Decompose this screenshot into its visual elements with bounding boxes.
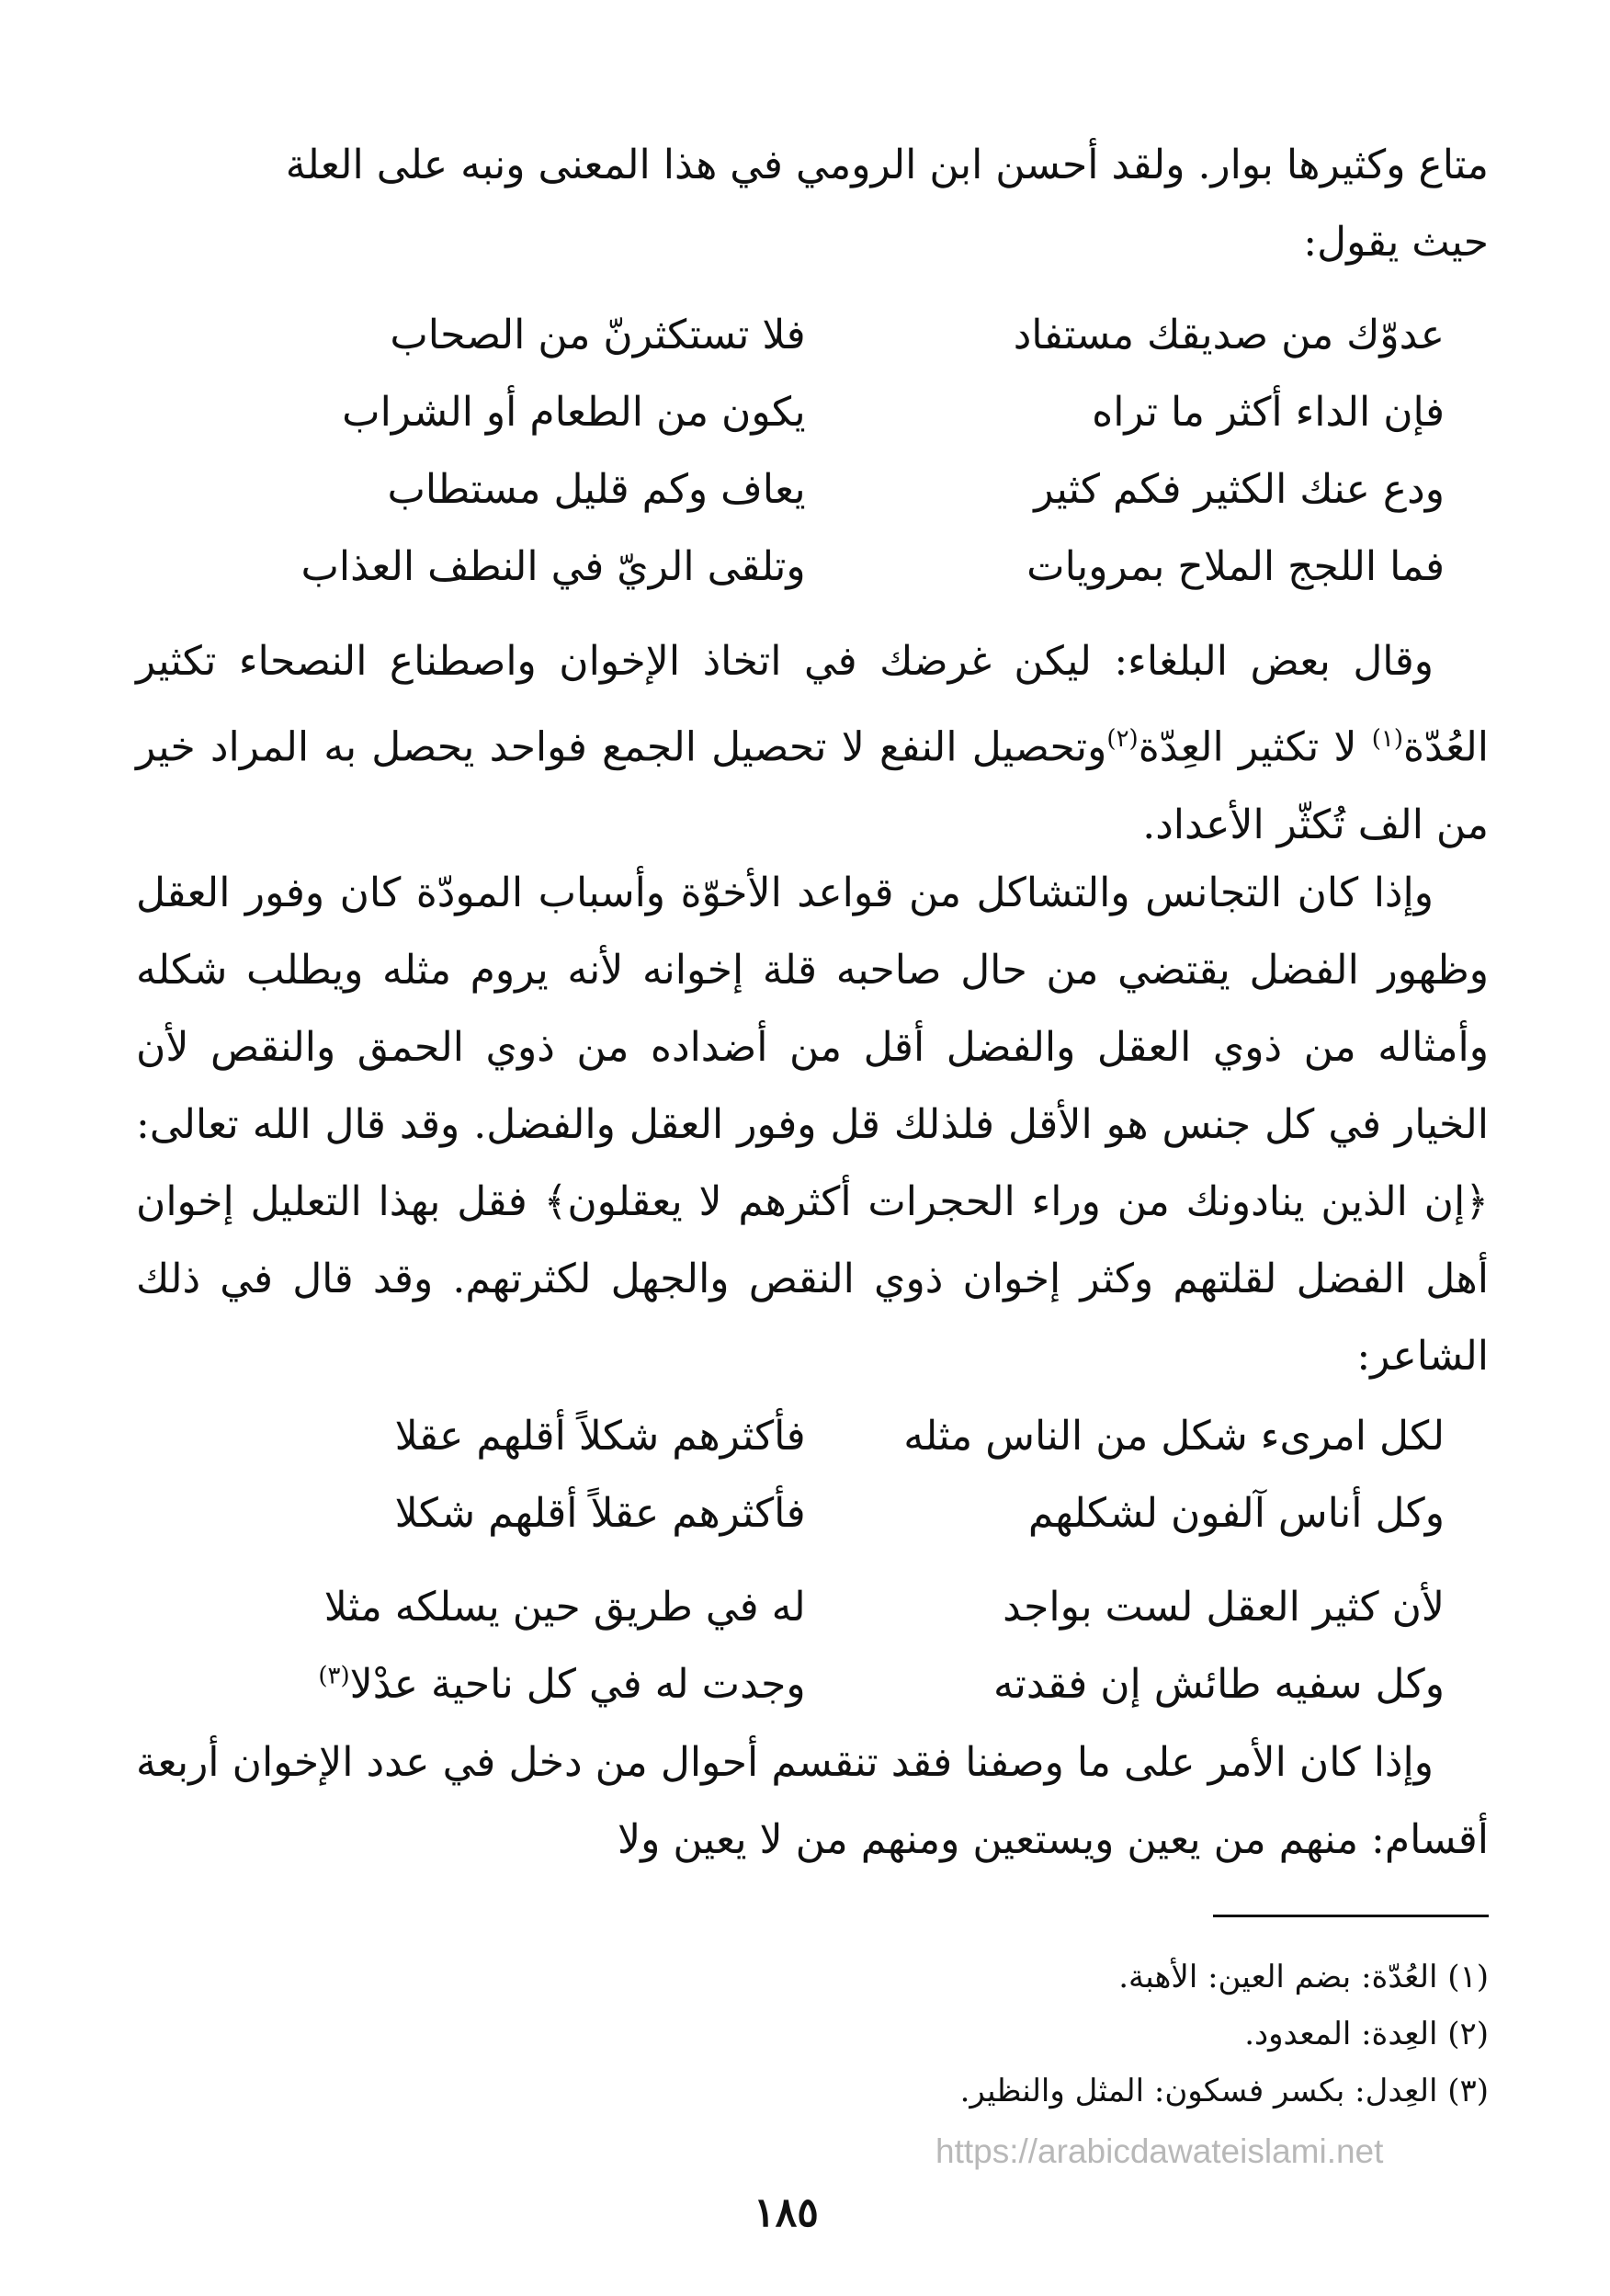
page-number: ١٨٥ (754, 2189, 819, 2236)
intro-line-1: متاع وكثيرها بوار. ولقد أحسن ابن الرومي في هذا المعنى ونبه على العلة (285, 142, 1489, 188)
poem-ibn-al-rumi (239, 296, 1445, 605)
paragraph-aqsam (136, 1724, 1489, 1879)
verse-second-half: له في طريق حين يسلكه مثلا (323, 1583, 806, 1631)
footnote-3: (٣) العِدل: بكسر فسكون: المثل والنظير. (959, 2073, 1489, 2109)
intro-paragraph (136, 127, 1489, 281)
paragraph-text: وإذا كان التجانس والتشاكل من قواعد الأخوّة وأسباب المودّة كان وفور العقل وظهور الفضل يقتضي من حال صاحبه قلة إخوانه لأنه يروم مثله ويطلب شكله وأمثاله من ذوي العقل والفضل أقل من أضداده من ذوي الحمق والنقص لأن الخيار في كل جنس هو الأقل فلذلك قل وفور العقل والفضل. وقد قال الله تعالى: ﴿إن الذين ينادونك من وراء الحجرات أكثرهم لا يعقلون﴾ فقل بهذا التعليل إخوان أهل الفضل لقلتهم وكثر إخوان ذوي النقص والجهل لكثرتهم. وقد قال في ذلك الشاعر: (136, 870, 1489, 1380)
verse-first-half: فما اللجج الملاح بمرويات (1026, 542, 1445, 590)
verse-first-half: وكل أناس آلفون لشكلهم (1027, 1489, 1445, 1537)
poem-shakl (239, 1397, 1445, 1552)
poem-verse (239, 528, 1445, 605)
footnote-ref-1: (١) (1371, 725, 1403, 753)
verse-second-half: يعاف وكم قليل مستطاب (387, 465, 806, 513)
paragraph-tajanus (136, 855, 1489, 1395)
footnotes (551, 1949, 1489, 2120)
poem-verse (239, 373, 1445, 450)
verse-second-half: وتلقى الريّ في النطف العذاب (300, 542, 806, 590)
verse-second-half: يكون من الطعام أو الشراب (342, 388, 806, 436)
verse-second-half: وجدت له في كل ناحية عدْلا$^{(٣)}$ (318, 1660, 806, 1708)
poem-verse (239, 1568, 1445, 1645)
verse-first-half: لكل امرىء شكل من الناس مثله (903, 1412, 1445, 1460)
verse-first-half: ودع عنك الكثير فكم كثير (1034, 465, 1445, 513)
verse-first-half: لأن كثير العقل لست بواجد (1003, 1583, 1445, 1631)
paragraph-text: وقال بعض البلغاء: ليكن غرضك في اتخاذ الإخوان واصطناع النصحاء تكثير العُدّة$^{(١)}$ لا تكثير العِدّة$^{(٢)}$وتحصيل النفع لا تحصيل الجمع فواحد يحصل به المراد خير من الف تُكثّر الأعداد. (136, 638, 1489, 848)
verse-second-half: فأكثرهم عقلاً أقلهم شكلا (394, 1489, 806, 1537)
verse-first-half: فإن الداء أكثر ما تراه (1092, 388, 1445, 436)
poem-verse (239, 1397, 1445, 1474)
intro-line-2: حيث يقول: (1303, 219, 1489, 266)
verse-second-half: فأكثرهم شكلاً أقلهم عقلا (394, 1412, 806, 1460)
poem-verse (239, 1645, 1445, 1722)
footnote-ref-2: (٢) (1106, 725, 1139, 753)
verse-second-half: فلا تستكثرنّ من الصحاب (390, 311, 806, 358)
poem-verse (239, 1474, 1445, 1552)
footnote-1: (١) العُدّة: بضم العين: الأهبة. (1118, 1959, 1489, 1995)
paragraph-text: وإذا كان الأمر على ما وصفنا فقد تنقسم أحوال من دخل في عدد الإخوان أربعة أقسام: منهم من يعين ويستعين ومنهم من لا يعين ولا (136, 1739, 1489, 1863)
footnote-2: (٢) العِدة: المعدود. (1244, 2016, 1489, 2052)
poem-verse (239, 450, 1445, 528)
poem-aql (239, 1568, 1445, 1722)
footnote-divider (1213, 1915, 1489, 1917)
verse-first-half: عدوّك من صديقك مستفاد (1013, 311, 1445, 358)
poem-verse (239, 296, 1445, 373)
verse-first-half: وكل سفيه طائش إن فقدته (993, 1660, 1445, 1708)
watermark-url: https://arabicdawateislami.net (935, 2132, 1384, 2170)
paragraph-bulagha (136, 623, 1489, 864)
footnote-ref-3: (٣) (318, 1661, 350, 1689)
